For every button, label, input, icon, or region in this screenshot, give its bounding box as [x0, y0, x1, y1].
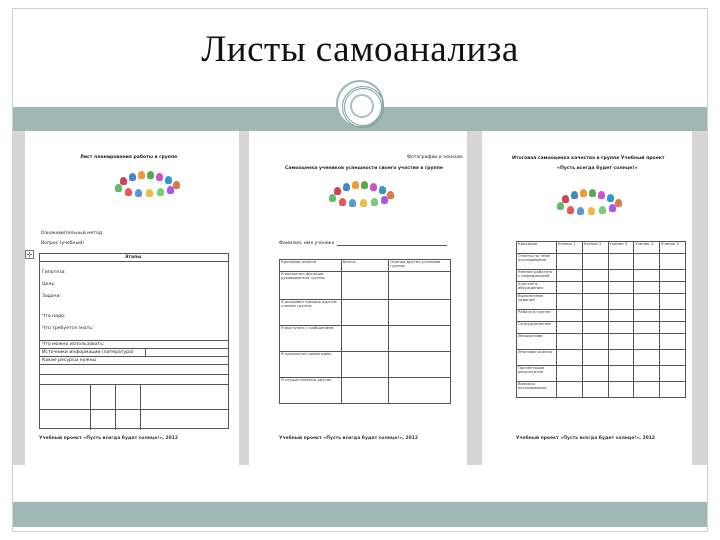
doc-footer: Учебный проект «Пусть всегда будет солнце!», 2012: [516, 436, 656, 441]
table-row: Что надо:: [42, 314, 66, 319]
table-row: Цель:: [42, 282, 56, 287]
planning-table: [39, 253, 229, 429]
table-row: Что требуется знать:: [42, 326, 94, 331]
table-header: Критерии оценки: [280, 260, 342, 272]
table-cell: Работа в группе: [517, 310, 557, 322]
table-cell: Сотрудничество: [517, 322, 557, 334]
table-header: Ученик 5: [660, 242, 686, 254]
table-cell: Инициатива: [517, 334, 557, 350]
table-header: Баллы: [341, 260, 389, 272]
table-cell: Ответы по теме исследования: [517, 254, 557, 270]
circle-ornament-icon: [336, 80, 384, 128]
table-cell: Итоговая оценка: [517, 350, 557, 366]
table-header: Ученик 4: [634, 242, 660, 254]
table-cell: Участие в обсуждении: [517, 282, 557, 294]
doc-line: Фамилия, имя ученика: [279, 241, 335, 246]
table-cell: Я выступал с сообщением: [280, 326, 342, 352]
assessment-table: [279, 259, 451, 404]
table-cell: Я выполнял функции руководителя группы: [280, 272, 342, 300]
table-header: Ученик 1: [556, 242, 582, 254]
doc-heading: Самооценка учеников успешности своего участия в группе: [285, 166, 444, 171]
doc-footer: Учебный проект «Пусть всегда будет солнце!», 2012: [279, 436, 419, 441]
separator: [692, 131, 707, 465]
doc-footer: Учебный проект «Пусть всегда будет солнце!», 2012: [39, 436, 179, 441]
separator: [467, 131, 482, 465]
table-row: Задачи:: [42, 294, 61, 299]
table-cell: Презентация результатов: [517, 366, 557, 382]
table-row: Какие ресурсы нужны: [42, 358, 97, 363]
table-cell: Я оказывал помощь другим членам группы: [280, 300, 342, 326]
separator: [13, 131, 25, 465]
table-header: Ученик 3: [608, 242, 634, 254]
doc-heading: Лист планирования работы в группе: [80, 155, 178, 160]
table-header: Оценка других учеников группы: [389, 260, 451, 272]
document-planning: [25, 131, 239, 465]
doc-line: Вопрос (учебный): [41, 241, 84, 246]
separator: [239, 131, 249, 465]
bottom-band: [13, 502, 707, 527]
doc-subheading: «Пусть всегда будет солнце!»: [557, 166, 638, 171]
doc-corner-note: Фотографии и эскизов:: [407, 155, 464, 160]
table-title: Этапы: [125, 255, 142, 260]
children-circle-image: [115, 171, 185, 197]
move-handle-icon[interactable]: ✛: [26, 251, 33, 259]
table-row: Что можно использовать:: [42, 342, 105, 347]
table-row: Гипотеза:: [42, 270, 66, 275]
table-header: Критерии: [517, 242, 557, 254]
table-cell: Вопросы исследования: [517, 382, 557, 398]
children-circle-image: [557, 189, 627, 215]
children-circle-image: [329, 181, 399, 207]
slide-title: Листы самоанализа: [201, 29, 519, 70]
doc-heading: Итоговая самооценка качества в группе Учебный проект: [512, 156, 665, 161]
final-table: [516, 241, 686, 398]
table-cell: Умение работать с информацией: [517, 270, 557, 282]
table-cell: Выполнение заданий: [517, 294, 557, 310]
table-header: Ученик 2: [582, 242, 608, 254]
table-row: Источники информации (литература): [42, 350, 134, 355]
doc-line: Ознакомительный метод: [41, 231, 103, 236]
document-final-assessment: [482, 131, 692, 465]
table-cell: Я предлагал новые идеи: [280, 352, 342, 378]
document-self-assessment: [249, 131, 467, 465]
table-cell: Я слушал мнения других: [280, 378, 342, 404]
